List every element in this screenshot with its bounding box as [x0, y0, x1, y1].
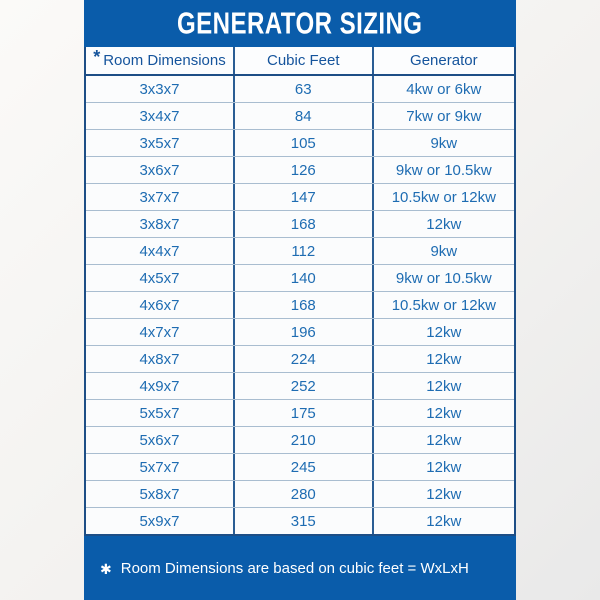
- table-cell: 5x8x7: [86, 481, 235, 507]
- table-cell: 4x8x7: [86, 346, 235, 372]
- header-label: Generator: [410, 52, 478, 69]
- table-cell: 5x5x7: [86, 400, 235, 426]
- table-cell: 10.5kw or 12kw: [391, 188, 496, 206]
- table-cell: 12kw: [426, 431, 462, 449]
- table-cell: 280: [235, 481, 374, 507]
- asterisk-marker: *: [93, 46, 101, 67]
- table-cell: 3x3x7: [86, 76, 235, 102]
- table-row: [86, 238, 514, 265]
- table-cell: 9kw: [430, 134, 458, 152]
- table-cell: 168: [235, 211, 374, 237]
- table-cell: 112: [235, 238, 374, 264]
- table-cell: 12kw: [426, 404, 462, 422]
- table-cell: 3x5x7: [86, 130, 235, 156]
- table-cell: 4kw or 6kw: [406, 80, 482, 98]
- table-row: [86, 346, 514, 373]
- header-label: Cubic Feet: [267, 52, 340, 69]
- table-row: [86, 400, 514, 427]
- table-cell: 12kw: [426, 485, 462, 503]
- table-cell: 12kw: [426, 323, 462, 341]
- table-cell: 9kw or 10.5kw: [395, 269, 492, 287]
- table-cell: 224: [235, 346, 374, 372]
- table-cell: 4x4x7: [86, 238, 235, 264]
- table-cell: 12kw: [426, 350, 462, 368]
- footnote-text: Room Dimensions are based on cubic feet = WxLxH: [120, 559, 469, 577]
- table-cell: 5x6x7: [86, 427, 235, 453]
- footnote: [84, 536, 516, 600]
- header-cell-room-dimensions: [86, 47, 235, 74]
- table-cell: 5x9x7: [86, 508, 235, 534]
- header-label: Room Dimensions: [103, 52, 226, 69]
- table-header-row: [86, 47, 514, 76]
- table-cell: 126: [235, 157, 374, 183]
- table-cell: 3x6x7: [86, 157, 235, 183]
- generator-sizing-table: [84, 47, 516, 536]
- table-cell: 4x6x7: [86, 292, 235, 318]
- table-cell: 147: [235, 184, 374, 210]
- table-cell: 9kw: [430, 242, 458, 260]
- table-cell: 10.5kw or 12kw: [391, 296, 496, 314]
- table-row: [86, 184, 514, 211]
- table-cell: 196: [235, 319, 374, 345]
- header-cell-generator: [374, 47, 514, 74]
- header-cell-cubic-feet: [235, 47, 374, 74]
- table-cell: 12kw: [426, 458, 462, 476]
- table-row: [86, 481, 514, 508]
- table-cell: 12kw: [426, 512, 462, 530]
- table-cell: 168: [235, 292, 374, 318]
- table-row: [86, 508, 514, 534]
- table-cell: 140: [235, 265, 374, 291]
- table-cell: 3x8x7: [86, 211, 235, 237]
- table-cell: 245: [235, 454, 374, 480]
- table-cell: 63: [235, 76, 374, 102]
- table-cell: 252: [235, 373, 374, 399]
- table-cell: 4x5x7: [86, 265, 235, 291]
- table-row: [86, 130, 514, 157]
- table-cell: 4x9x7: [86, 373, 235, 399]
- table-row: [86, 157, 514, 184]
- table-cell: 3x7x7: [86, 184, 235, 210]
- table-row: [86, 211, 514, 238]
- table-cell: 5x7x7: [86, 454, 235, 480]
- table-cell: 12kw: [426, 377, 462, 395]
- generator-sizing-panel: [84, 0, 516, 600]
- table-row: [86, 103, 514, 130]
- page-title: GENERATOR SIZING: [177, 6, 423, 40]
- table-row: [86, 76, 514, 103]
- table-cell: 3x4x7: [86, 103, 235, 129]
- table-cell: 175: [235, 400, 374, 426]
- table-row: [86, 454, 514, 481]
- table-cell: 9kw or 10.5kw: [395, 161, 492, 179]
- table-cell: 105: [235, 130, 374, 156]
- asterisk-star-icon: ✱: [100, 560, 112, 577]
- table-cell: 84: [235, 103, 374, 129]
- table-row: [86, 319, 514, 346]
- table-cell: 12kw: [426, 215, 462, 233]
- table-row: [86, 292, 514, 319]
- table-cell: 210: [235, 427, 374, 453]
- table-cell: 4x7x7: [86, 319, 235, 345]
- table-row: [86, 427, 514, 454]
- table-row: [86, 373, 514, 400]
- table-row: [86, 265, 514, 292]
- table-cell: 315: [235, 508, 374, 534]
- table-cell: 7kw or 9kw: [406, 107, 482, 125]
- title-band: [84, 0, 516, 47]
